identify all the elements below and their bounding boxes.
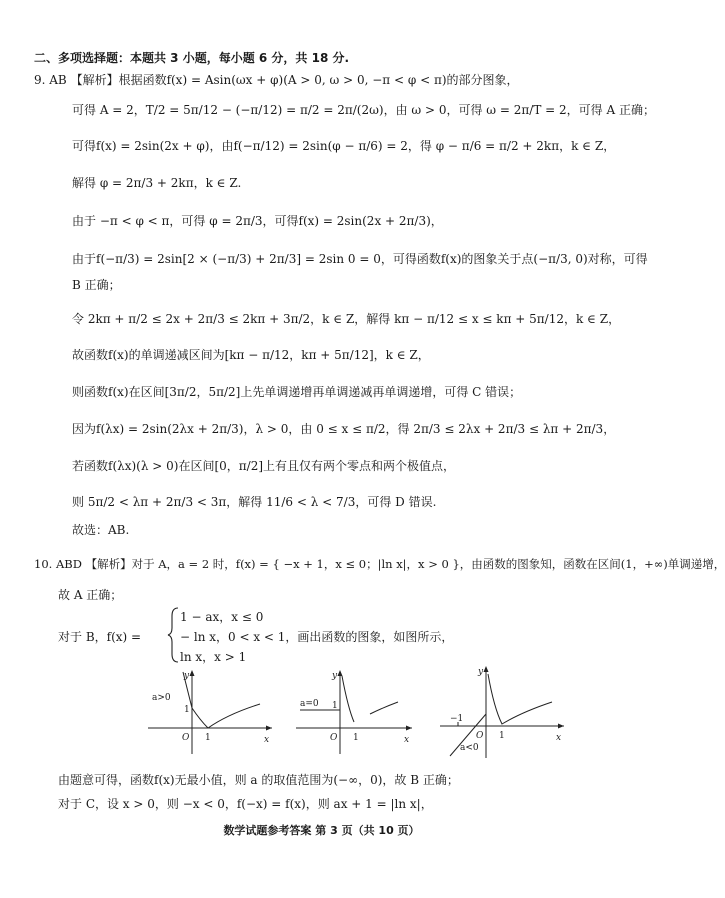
- q9-line-4: 解得 φ = 2π/3 + 2kπ，k ∈ Z.: [72, 176, 242, 190]
- label-x: x: [404, 735, 410, 745]
- label-x: x: [556, 733, 562, 743]
- label-neg-one: −1: [450, 714, 464, 724]
- curve: [488, 674, 552, 724]
- q9-line-5: 由于 −π < φ < π，可得 φ = 2π/3，可得f(x) = 2sin(2x + 2π/3)，: [72, 214, 443, 228]
- q9-line-10: 则函数f(x)在区间[3π/2，5π/2]上先单调递增再单调递减再单调递增，可得 C 错误；: [72, 385, 522, 399]
- label-a: a>0: [152, 693, 171, 703]
- q9-line-8: 令 2kπ + π/2 ≤ 2x + 2π/3 ≤ 2kπ + 3π/2，k ∈ Z，解得 kπ − π/12 ≤ x ≤ kπ + 5π/12，k ∈ Z，: [72, 312, 621, 326]
- q10-line-1: 10. ABD 【解析】对于 A，a = 2 时，f(x) = { −x + 1，x ≤ 0；|ln x|，x > 0 }，由函数的图象知，函数在区间(1，+∞)单调递增，: [34, 557, 725, 571]
- q10-piece-1: 1 − ax，x ≤ 0: [180, 610, 264, 624]
- q10-after-1: 由题意可得，函数f(x)无最小值，则 a 的取值范围为(−∞，0)，故 B 正确；: [58, 773, 459, 787]
- label-x: x: [264, 735, 270, 745]
- graph-a-negative: [440, 664, 570, 760]
- section-heading: 二、多项选择题：本题共 3 小题，每小题 6 分，共 18 分.: [34, 51, 350, 65]
- x-arrow-icon: [406, 726, 412, 731]
- curve-right: [370, 702, 398, 714]
- q10-line-2: 故 A 正确；: [58, 588, 123, 602]
- label-a: a=0: [300, 699, 319, 709]
- label-origin: O: [330, 733, 338, 743]
- q10-piece-3: ln x，x > 1: [180, 650, 247, 664]
- q9-line-13: 则 5π/2 < λπ + 2π/3 < 3π，解得 11/6 < λ < 7/3，可得 D 错误.: [72, 495, 437, 509]
- label-origin: O: [182, 733, 190, 743]
- q9-line-12: 若函数f(λx)(λ > 0)在区间[0，π/2]上有且仅有两个零点和两个极值点，: [72, 459, 456, 473]
- q9-line-2: 可得 A = 2，T/2 = 5π/12 − (−π/12) = π/2 = 2π/(2ω)，由 ω > 0，可得 ω = 2π/T = 2，可得 A 正确；: [72, 103, 655, 117]
- graph-a-positive: [148, 668, 278, 756]
- x-arrow-icon: [266, 726, 272, 731]
- label-one-x: 1: [205, 733, 211, 743]
- label-y: y: [184, 671, 190, 681]
- label-a: a<0: [460, 743, 479, 753]
- q9-line-6: 由于f(−π/3) = 2sin[2 × (−π/3) + 2π/3] = 2sin 0 = 0，可得函数f(x)的图象关于点(−π/3, 0)对称，可得: [72, 252, 648, 266]
- q9-line-14: 故选：AB.: [72, 523, 130, 537]
- label-one-x: 1: [353, 733, 359, 743]
- q9-line-3: 可得f(x) = 2sin(2x + φ)，由f(−π/12) = 2sin(φ − π/6) = 2，得 φ − π/6 = π/2 + 2kπ，k ∈ Z，: [72, 139, 616, 153]
- label-origin: O: [476, 731, 484, 741]
- q10-piece-2: − ln x，0 < x < 1，画出函数的图象，如图所示，: [180, 630, 454, 644]
- y-arrow-icon: [484, 666, 489, 672]
- label-one-x: 1: [499, 731, 505, 741]
- x-arrow-icon: [558, 724, 564, 729]
- curve-left: [342, 676, 354, 722]
- curve: [183, 672, 260, 728]
- y-arrow-icon: [190, 670, 195, 676]
- graph-a-zero: [296, 668, 416, 756]
- q9-line-9: 故函数f(x)的单调递减区间为[kπ − π/12，kπ + 5π/12]，k ∈ Z，: [72, 348, 430, 362]
- y-arrow-icon: [338, 670, 343, 676]
- label-one-y: 1: [332, 701, 338, 711]
- q10-after-2: 对于 C，设 x > 0，则 −x < 0，f(−x) = f(x)，则 ax + 1 = |ln x|，: [58, 797, 433, 811]
- q10-piece-lead: 对于 B，f(x) =: [58, 630, 142, 644]
- q9-line-11: 因为f(λx) = 2sin(2λx + 2π/3)，λ > 0，由 0 ≤ x ≤ π/2，得 2π/3 ≤ 2λx + 2π/3 ≤ λπ + 2π/3，: [72, 422, 616, 436]
- label-one-y: 1: [184, 705, 190, 715]
- label-y: y: [478, 667, 484, 677]
- label-y: y: [332, 671, 338, 681]
- q9-line-1: 9. AB 【解析】根据函数f(x) = Asin(ωx + φ)(A > 0, ω > 0, −π < φ < π)的部分图象，: [34, 73, 519, 87]
- q9-line-7: B 正确；: [72, 278, 121, 292]
- page-footer: 数学试题参考答案 第 3 页（共 10 页）: [223, 824, 420, 837]
